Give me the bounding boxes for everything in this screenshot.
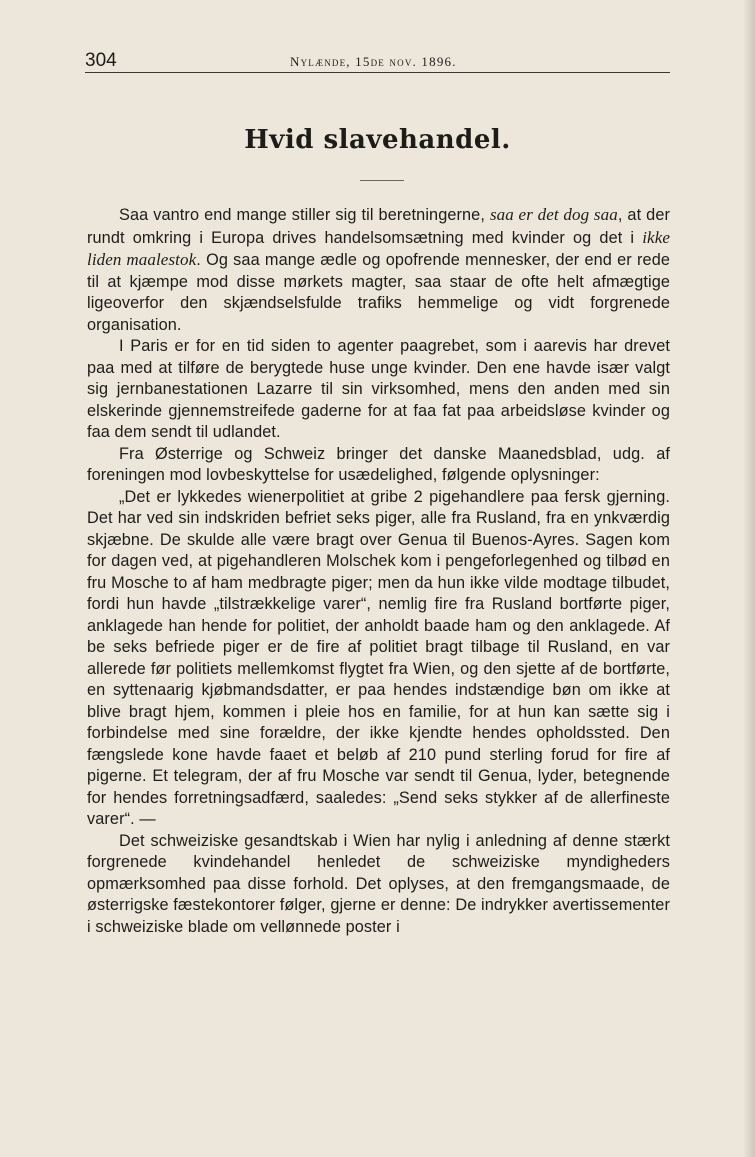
page-number: 304 bbox=[85, 50, 117, 71]
page-header bbox=[85, 50, 670, 73]
text-run: Fra Østerrige og Schweiz bringer det danske Maanedsblad, udg. af foreningen mod lovbeskyttelse for usædelighed, følgende oplysninger: bbox=[87, 444, 670, 484]
page-edge-shadow bbox=[743, 0, 755, 1157]
body-paragraph bbox=[87, 444, 670, 487]
text-run: . Og saa mange ædle og opofrende mennesker, der end er rede til at kjæmpe mod disse mørkets magter, saa staar de ofte helt afmægtige ligeoverfor den skjændselsfulde trafiks hemmelige og vidt forgrenede organisation. bbox=[87, 251, 671, 334]
text-run: Saa vantro end mange stiller sig til beretningerne, bbox=[119, 206, 490, 224]
title-divider bbox=[360, 180, 404, 181]
running-head: Nylænde, 15de nov. 1896. bbox=[290, 54, 457, 69]
italic-phrase: ikke liden maalestok bbox=[87, 227, 670, 269]
text-run: I Paris er for en tid siden to agenter paagrebet, som i aarevis har drevet paa med at tilføre de berygtede huse unge kvinder. Den ene havde især valgt sig jernbanestationen Lazarre til sin virksomhed, mens den anden med sin elskerinde gjennemstreifede gaderne for at faa fat paa arbeidsløse kvinder og faa dem sendt til udlandet. bbox=[87, 337, 670, 441]
text-run: „Det er lykkedes wienerpolitiet at gribe 2 pigehandlere paa fersk gjerning. Det har ved sin indskriden befriet seks piger, alle fra Rusland, fra en ynkværdig skjæbne. De skulde alle være bragt over Genua til Buenos-Ayres. Sagen kom for dagen ved, at pigehandleren Molschek kom i pengeforlegenhed og tilbød en fru Mosche to af ham medbragte piger; men da hun ikke vilde modtage tilbudet, fordi hun havde „tilstrækkelige varer“, nemlig fire fra Rusland bortførte piger, anklagede han hende for politiet, der anholdt baade ham og den anklagede. Af be seks befriede piger er de fire af politiet bragt tilbage til Rusland, en var allerede før politiets mellemkomst flygtet fra Wien, og den sjette af de bortførte, en syttenaarig kjøbmandsdatter, er paa hendes indstændige bøn om ikke at blive bragt hjem, kommen i pleie hos en familie, for at hun kan sætte sig i forbindelse med sine forældre, der ikke kjendte hendes opholdssted. Den fængslede kone havde faaet et beløb af 210 pund sterling forud for fire af pigerne. Et telegram, der af fru Mosche var sendt til Genua, lyder, betegnende for hendes forretningsadfærd, saaledes: „Send seks stykker af de allerfineste varer“. — bbox=[87, 487, 670, 828]
text-run: , at der rundt omkring i Europa drives handelsomsætning med kvinder og det i bbox=[87, 206, 670, 247]
article-title: Hvid slavehandel. bbox=[244, 125, 511, 155]
italic-phrase: saa er det dog saa bbox=[489, 205, 618, 224]
article-body bbox=[87, 204, 670, 938]
body-paragraph bbox=[87, 336, 670, 444]
body-paragraph bbox=[87, 831, 670, 939]
body-paragraph bbox=[87, 204, 670, 336]
body-paragraph bbox=[87, 487, 670, 831]
text-run: Det schweiziske gesandtskab i Wien har nylig i anledning af denne stærkt forgrenede kvindehandel henledet de schweiziske myndigheders opmærksomhed paa disse forhold. Det oplyses, at den fremgangsmaade, de østerrigske fæstekontorer følger, gjerne er denne: De indrykker avertissementer i schweiziske blade om vellønnede poster i bbox=[87, 831, 670, 936]
